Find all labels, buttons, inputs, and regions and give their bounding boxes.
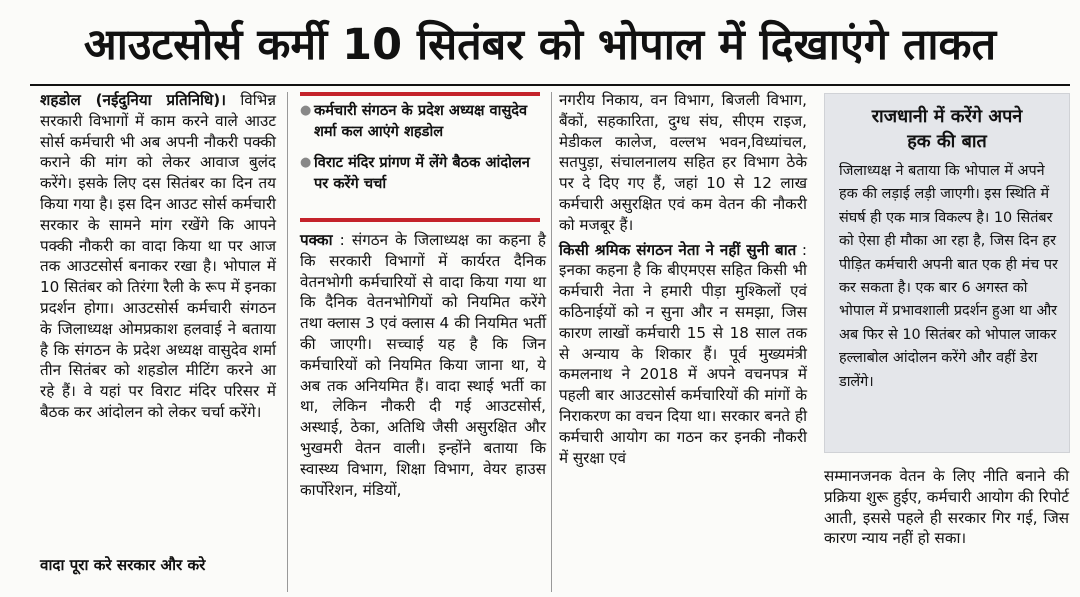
column-3-subhead: किसी श्रमिक संगठन नेता ने नहीं सुनी बात <box>559 240 797 259</box>
bullets-bottom-rule <box>300 218 540 222</box>
column-2 <box>300 230 546 500</box>
headline: आउटसोर्स कर्मी 10 सितंबर को भोपाल में दिखाएंगे ताकत <box>83 19 997 70</box>
sidebar-box <box>824 93 1070 453</box>
column-4 <box>824 466 1069 549</box>
column-1 <box>40 90 276 423</box>
column-divider-2 <box>551 92 552 592</box>
column-2-body: : संगठन के जिलाध्यक्ष का कहना है कि सरकारी विभागों में कार्यरत दैनिक वेतनभोगी कर्मचारियों से वादा किया गया था कि दैनिक वेतनभोगियों को नियमित करेंगे तथा क्लास 3 एवं क्लास 4 की नियमित भर्ती की जाएगी। सच्चाई यह है कि जिन कर्मचारियों को नियमित किया जाना था, ये अब तक अनियमित हैं। वादा स्थाई भर्ती का था, लेकिन नौकरी दी गई आउटसोर्स, अस्थाई, ठेका, अतिथि जैसी असुरक्षित और भुखमरी वेतन वाली। इन्होंने बताया कि स्वास्थ्य विभाग, शिक्षा विभाग, वेयर हाउस कार्पोरेशन, मंडियों, <box>300 231 546 499</box>
box-body: जिलाध्यक्ष ने बताया कि भोपाल में अपने हक की लड़ाई लड़ी जाएगी। इस स्थिति में संघर्ष ही एक मात्र विकल्प है। 10 सितंबर को ऐसा ही मौका आ रहा है, जिस दिन हर पीड़ित कर्मचारी अपनी बात एक ही मंच पर कर सकता है। एक बार 6 अगस्त को भोपाल में प्रभावशाली प्रदर्शन हुआ था और अब फिर से 10 सितंबर को भोपाल जाकर हल्लाबोल आंदोलन करेंगे और वहीं डेरा डालेंगे। <box>839 163 1058 390</box>
box-title: राजधानी में करेंगे अपने हक की बात <box>871 106 1023 152</box>
bullet-item <box>300 100 546 142</box>
bullet-text: विराट मंदिर प्रांगण में लेंगे बैठक आंदोलन पर करेंगे चर्चा <box>314 154 530 192</box>
bullet-dot-icon: ● <box>300 103 312 118</box>
bullet-item <box>300 152 546 194</box>
column-3-body-1: नगरीय निकाय, वन विभाग, बिजली विभाग, बैंकों, सहकारिता, दुग्ध संघ, सीएम राइज, मेडीकल कालेज, वल्लभ भवन,विध्यांचल, सतपुड़ा, संचालनालय सहित हर विभाग ठेके पर दे दिए गए हैं, जहां 10 से 12 लाख कर्मचारी असुरक्षित एवं कम वेतन की नौकरी को मजबूर हैं। <box>559 91 807 234</box>
column-3 <box>559 90 807 468</box>
column-1-subhead: वादा पूरा करे सरकार और करे <box>40 556 206 574</box>
column-1-body: विभिन्न सरकारी विभागों में काम करने वाले आउट सोर्स कर्मचारी भी अब अपनी नौकरी पक्की कराने की मांग को लेकर आवाज बुलंद करेंगे। इसके लिए दस सितंबर का दिन तय किया गया है। इस दिन आउट सोर्स कर्मचारी सरकार के सामने मांग रखेंगे कि आपने पक्की नौकरी का वादा किया था पर आज तक आउटसोर्स बनाकर रखा है। भोपाल में 10 सितंबर को तिरंगा रैली के रूप में इनका प्रदर्शन होगा। आउटसोर्स कर्मचारी संगठन के जिलाध्यक्ष ओमप्रकाश हलवाई ने बताया है कि संगठन के प्रदेश अध्यक्ष वासुदेव शर्मा तीन सितंबर को शहडोल मीटिंग करने आ रहे हैं। वे यहां पर विराट मंदिर परिसर में बैठक कर आंदोलन को लेकर चर्चा करेंगे। <box>40 91 277 421</box>
column-3-body-2: : इनका कहना है कि बीएमएस सहित किसी भी कर्मचारी नेता ने हमारी पीड़ा मुश्किलों एवं कठिनाईयों को न सुना और न समझा, जिस कारण लाखों कर्मचारी 15 से 18 साल तक से अन्याय के शिकार हैं। पूर्व मुख्यमंत्री कमलनाथ ने 2018 में अपने वचनपत्र में पहली बार आउटसोर्स कर्मचारियों की मांगों के निराकरण का वचन दिया था। सरकार बनते ही कर्मचारी आयोग का गठन कर इनकी नौकरी में सुरक्षा एवं <box>559 240 807 467</box>
bullet-text: कर्मचारी संगठन के प्रदेश अध्यक्ष वासुदेव शर्मा कल आएंगे शहडोल <box>314 102 528 140</box>
dateline: शहडोल (नईदुनिया प्रतिनिधि)। <box>40 91 226 109</box>
column-2-lead: पक्का <box>300 231 333 249</box>
headline-rule <box>30 84 1070 86</box>
bullet-dot-icon: ● <box>300 155 312 170</box>
highlight-bullets <box>300 100 546 204</box>
column-4-body: सम्मानजनक वेतन के लिए नीति बनाने की प्रक्रिया शुरू हुईए, कर्मचारी आयोग की रिपोर्ट आती, इससे पहले ही सरकार गिर गई, जिस कारण न्याय नहीं हो सका। <box>824 467 1069 548</box>
bullets-top-rule <box>300 92 540 96</box>
column-divider-1 <box>287 92 288 592</box>
